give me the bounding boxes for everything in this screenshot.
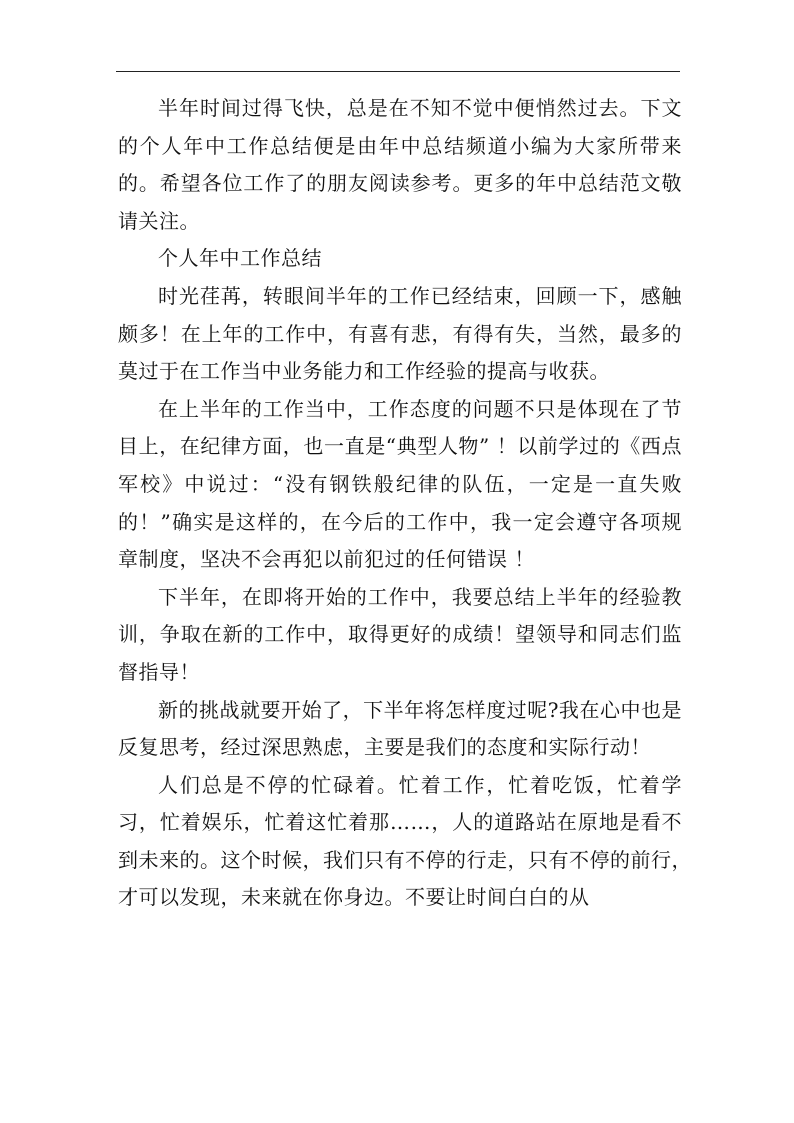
header-rule (116, 71, 680, 72)
body-paragraph: 时光荏苒，转眼间半年的工作已经结束，回顾一下，感触颇多！在上年的工作中，有喜有悲，有得有失，当然，最多的莫过于在工作当中业务能力和工作经验的提高与收获。 (118, 283, 682, 384)
body-paragraph: 新的挑战就要开始了，下半年将怎样度过呢?我在心中也是反复思考，经过深思熟虑，主要是我们的态度和实际行动！ (118, 697, 682, 760)
section-heading: 个人年中工作总结 (158, 246, 322, 271)
body-paragraph: 在上半年的工作当中，工作态度的问题不只是体现在了节目上，在纪律方面，也一直是“典型人物” ！以前学过的《西点军校》中说过：“没有钢铁般纪律的队伍，一定是一直失败的！”确实是这样的，在今后的工作中，我一定会遵守各项规章制度，坚决不会再犯以前犯过的任何错误 ！ (118, 396, 682, 572)
body-paragraph: 下半年，在即将开始的工作中，我要总结上半年的经验教训，争取在新的工作中，取得更好的成绩！望领导和同志们监督指导！ (118, 584, 682, 684)
body-paragraph: 人们总是不停的忙碌着。忙着工作，忙着吃饭，忙着学习，忙着娱乐，忙着这忙着那……，人的道路站在原地是看不到未来的。这个时候，我们只有不停的行走，只有不停的前行， 才可以发现，未来就在你身边。不要让时间白白的从 (118, 772, 703, 910)
intro-paragraph: 半年时间过得飞快，总是在不知不觉中便悄然过去。下文的个人年中工作总结便是由年中总结频道小编为大家所带来的。希望各位工作了的朋友阅读参考。更多的年中总结范文敬请关注。 (118, 96, 682, 233)
document-body (118, 90, 703, 917)
